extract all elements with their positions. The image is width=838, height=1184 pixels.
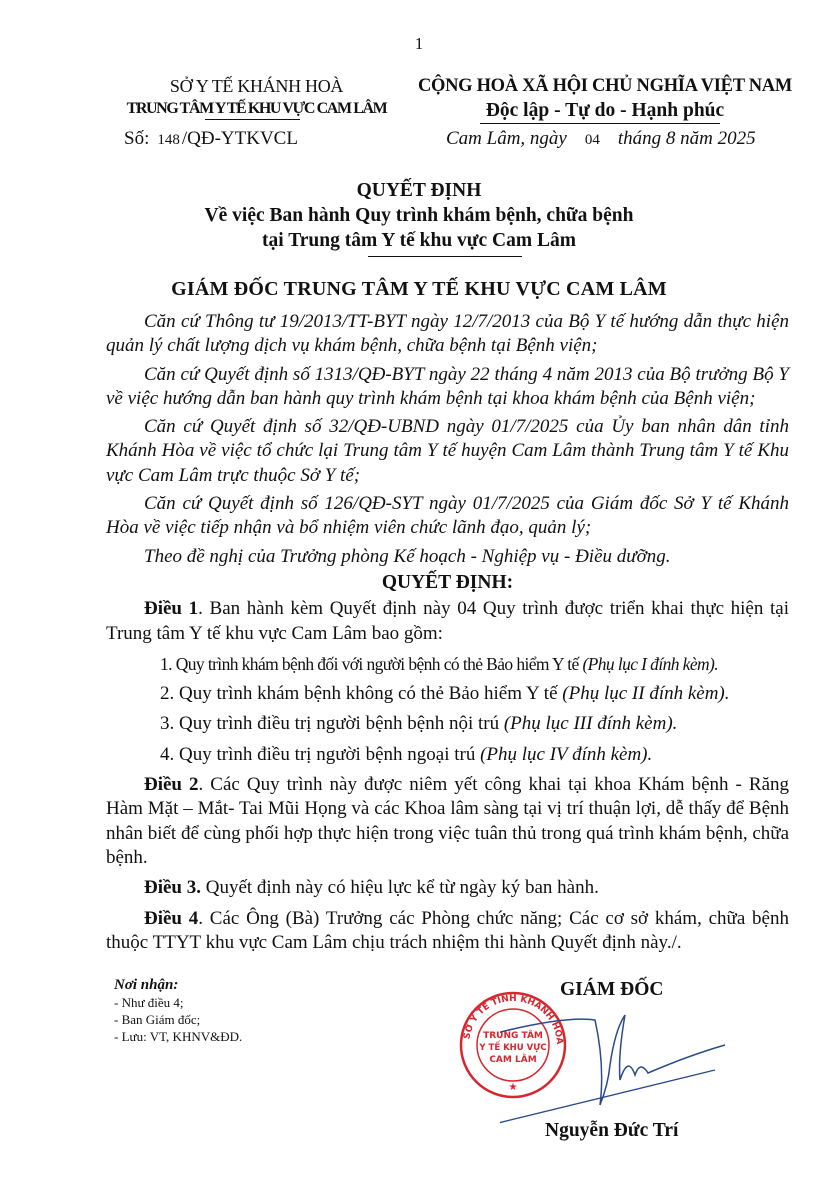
authority-heading: GIÁM ĐỐC TRUNG TÂM Y TẾ KHU VỰC CAM LÂM [171,278,667,300]
ground-3: Căn cứ Quyết định số 32/QĐ-UBND ngày 01/7/2025 của Ủy ban nhân dân tỉnh Khánh Hòa về việc tổ chức lại Trung tâm Y tế huyện Cam Lâm thành Trung tâm Y tế Khu vực Cam Lâm trực thuộc Sở Y tế; [106,416,789,486]
procedure-item-note: (Phụ lục IV đính kèm). [480,743,653,765]
procedure-item-note: (Phụ lục I đính kèm). [582,653,719,674]
article-3 [106,876,789,900]
procedure-item-1 [106,652,789,676]
article-3-label: Điều 3. [144,877,201,899]
article-4 [106,907,789,956]
procedure-item-text: 4. Quy trình điều trị người bệnh ngoại trú [160,743,481,765]
article-2 [106,773,789,870]
procedure-item-text: 1. Quy trình khám bệnh đối với người bệnh có thẻ Bảo hiểm Y tế [160,653,583,674]
procedure-item-text: 3. Quy trình điều trị người bệnh bệnh nội trú [160,713,504,735]
article-3-text: Quyết định này có hiệu lực kể từ ngày ký ban hành. [201,877,599,899]
issue-date [446,128,756,150]
procedure-item-4 [106,743,789,767]
recipient-item: - Ban Giám đốc; [114,1012,201,1027]
document-body [106,310,789,955]
procedure-item-2 [106,682,789,706]
article-2-label: Điều 2 [144,774,199,796]
handwritten-signature-icon [500,1005,740,1125]
article-1-label: Điều 1 [144,598,199,620]
ground-2: Căn cứ Quyết định số 1313/QĐ-BYT ngày 22 tháng 4 năm 2013 của Bộ trưởng Bộ Y về việc hướng dẫn ban hành quy trình khám bệnh tại khoa khám bệnh của Bệnh viện; [106,363,789,409]
ground-5: Theo đề nghị của Trưởng phòng Kế hoạch - Nghiệp vụ - Điều dưỡng. [144,545,671,567]
recipients-heading: Nơi nhận: [114,977,179,993]
page-number: 1 [414,34,424,53]
date-suffix: tháng 8 năm 2025 [617,128,756,149]
article-1 [106,597,789,646]
motto-underline [480,123,720,124]
procedure-item-note: (Phụ lục III đính kèm). [503,713,678,735]
title-subject-1: Về việc Ban hành Quy trình khám bệnh, chữa bệnh [204,205,634,226]
issuer-underline [205,119,300,120]
stamp-inner-line-3: CAM LÂM [489,1055,537,1065]
title-subject-2: tại Trung tâm Y tế khu vực Cam Lâm [262,230,576,251]
stamp-inner-line-2: Y TẾ KHU VỰC [479,1043,547,1053]
issuing-agency: TRUNG TÂM Y TẾ KHU VỰC CAM LÂM [126,100,387,117]
procedure-item-note: (Phụ lục II đính kèm). [562,683,730,705]
issuer-header [104,74,409,120]
recipients-block [114,977,242,1045]
signer-name: Nguyễn Đức Trí [545,1120,679,1141]
decision-heading: QUYẾT ĐỊNH: [381,571,514,593]
document-title [0,178,838,253]
document-number [124,128,298,150]
ground-4: Căn cứ Quyết định số 126/QĐ-SYT ngày 01/7/2025 của Giám đốc Sở Y tế Khánh Hòa về việc tiếp nhận và bổ nhiệm viên chức lãnh đạo, quản lý; [106,493,789,539]
national-motto: Độc lập - Tự do - Hạnh phúc [485,100,725,121]
article-4-text: . Các Ông (Bà) Trưởng các Phòng chức năng; Các cơ sở khám, chữa bệnh thuộc TTYT khu vực Cam Lâm chịu trách nhiệm thi hành Quyết định này./. [106,907,789,953]
procedure-item-3 [106,712,789,736]
title-underline [368,256,522,257]
signer-title: GIÁM ĐỐC [560,979,664,1000]
procedure-item-text: 2. Quy trình khám bệnh không có thẻ Bảo hiểm Y tế [160,683,563,705]
number-prefix: Số: [124,128,150,149]
stamp-inner-line-1: TRUNG TÂM [483,1031,543,1041]
date-day: 04 [584,132,600,148]
date-prefix: Cam Lâm, ngày [446,128,567,149]
recipient-item: - Lưu: VT, KHNV&ĐD. [114,1029,243,1044]
article-1-text: . Ban hành kèm Quyết định này 04 Quy trình được triển khai thực hiện tại Trung tâm Y tế khu vực Cam Lâm bao gồm: [106,598,789,644]
stamp-star-icon: ★ [508,1082,518,1093]
number-value: 148 [157,132,180,148]
recipient-item: - Như điều 4; [114,995,184,1010]
number-suffix: /QĐ-YTKVCL [181,128,298,149]
article-4-label: Điều 4 [144,907,199,929]
signature-stroke [500,1015,725,1105]
title-heading: QUYẾT ĐỊNH [356,180,482,201]
parent-agency: SỞ Y TẾ KHÁNH HOÀ [169,76,344,96]
article-2-text: . Các Quy trình này được niêm yết công khai tại khoa Khám bệnh - Răng Hàm Mặt – Mắt- Tai Mũi Họng và các Khoa lâm sàng tại vị trí thuận lợi, dễ thấy để Bệnh nhân biết để cùng phối hợp thực hiện trong việc tuân thủ trong quá trình khám bệnh, chữa bệnh. [106,774,790,868]
national-title: CỘNG HOÀ XÃ HỘI CHỦ NGHĨA VIỆT NAM [417,76,793,96]
national-header [415,74,795,124]
stamp-outer-text: SỞ Y TẾ TỈNH KHÁNH HÒA [462,993,565,1045]
ground-1: Căn cứ Thông tư 19/2013/TT-BYT ngày 12/7/2013 của Bộ Y tế hướng dẫn thực hiện quản lý chất lượng dịch vụ khám bệnh, chữa bệnh tại Bệnh viện; [106,311,789,357]
